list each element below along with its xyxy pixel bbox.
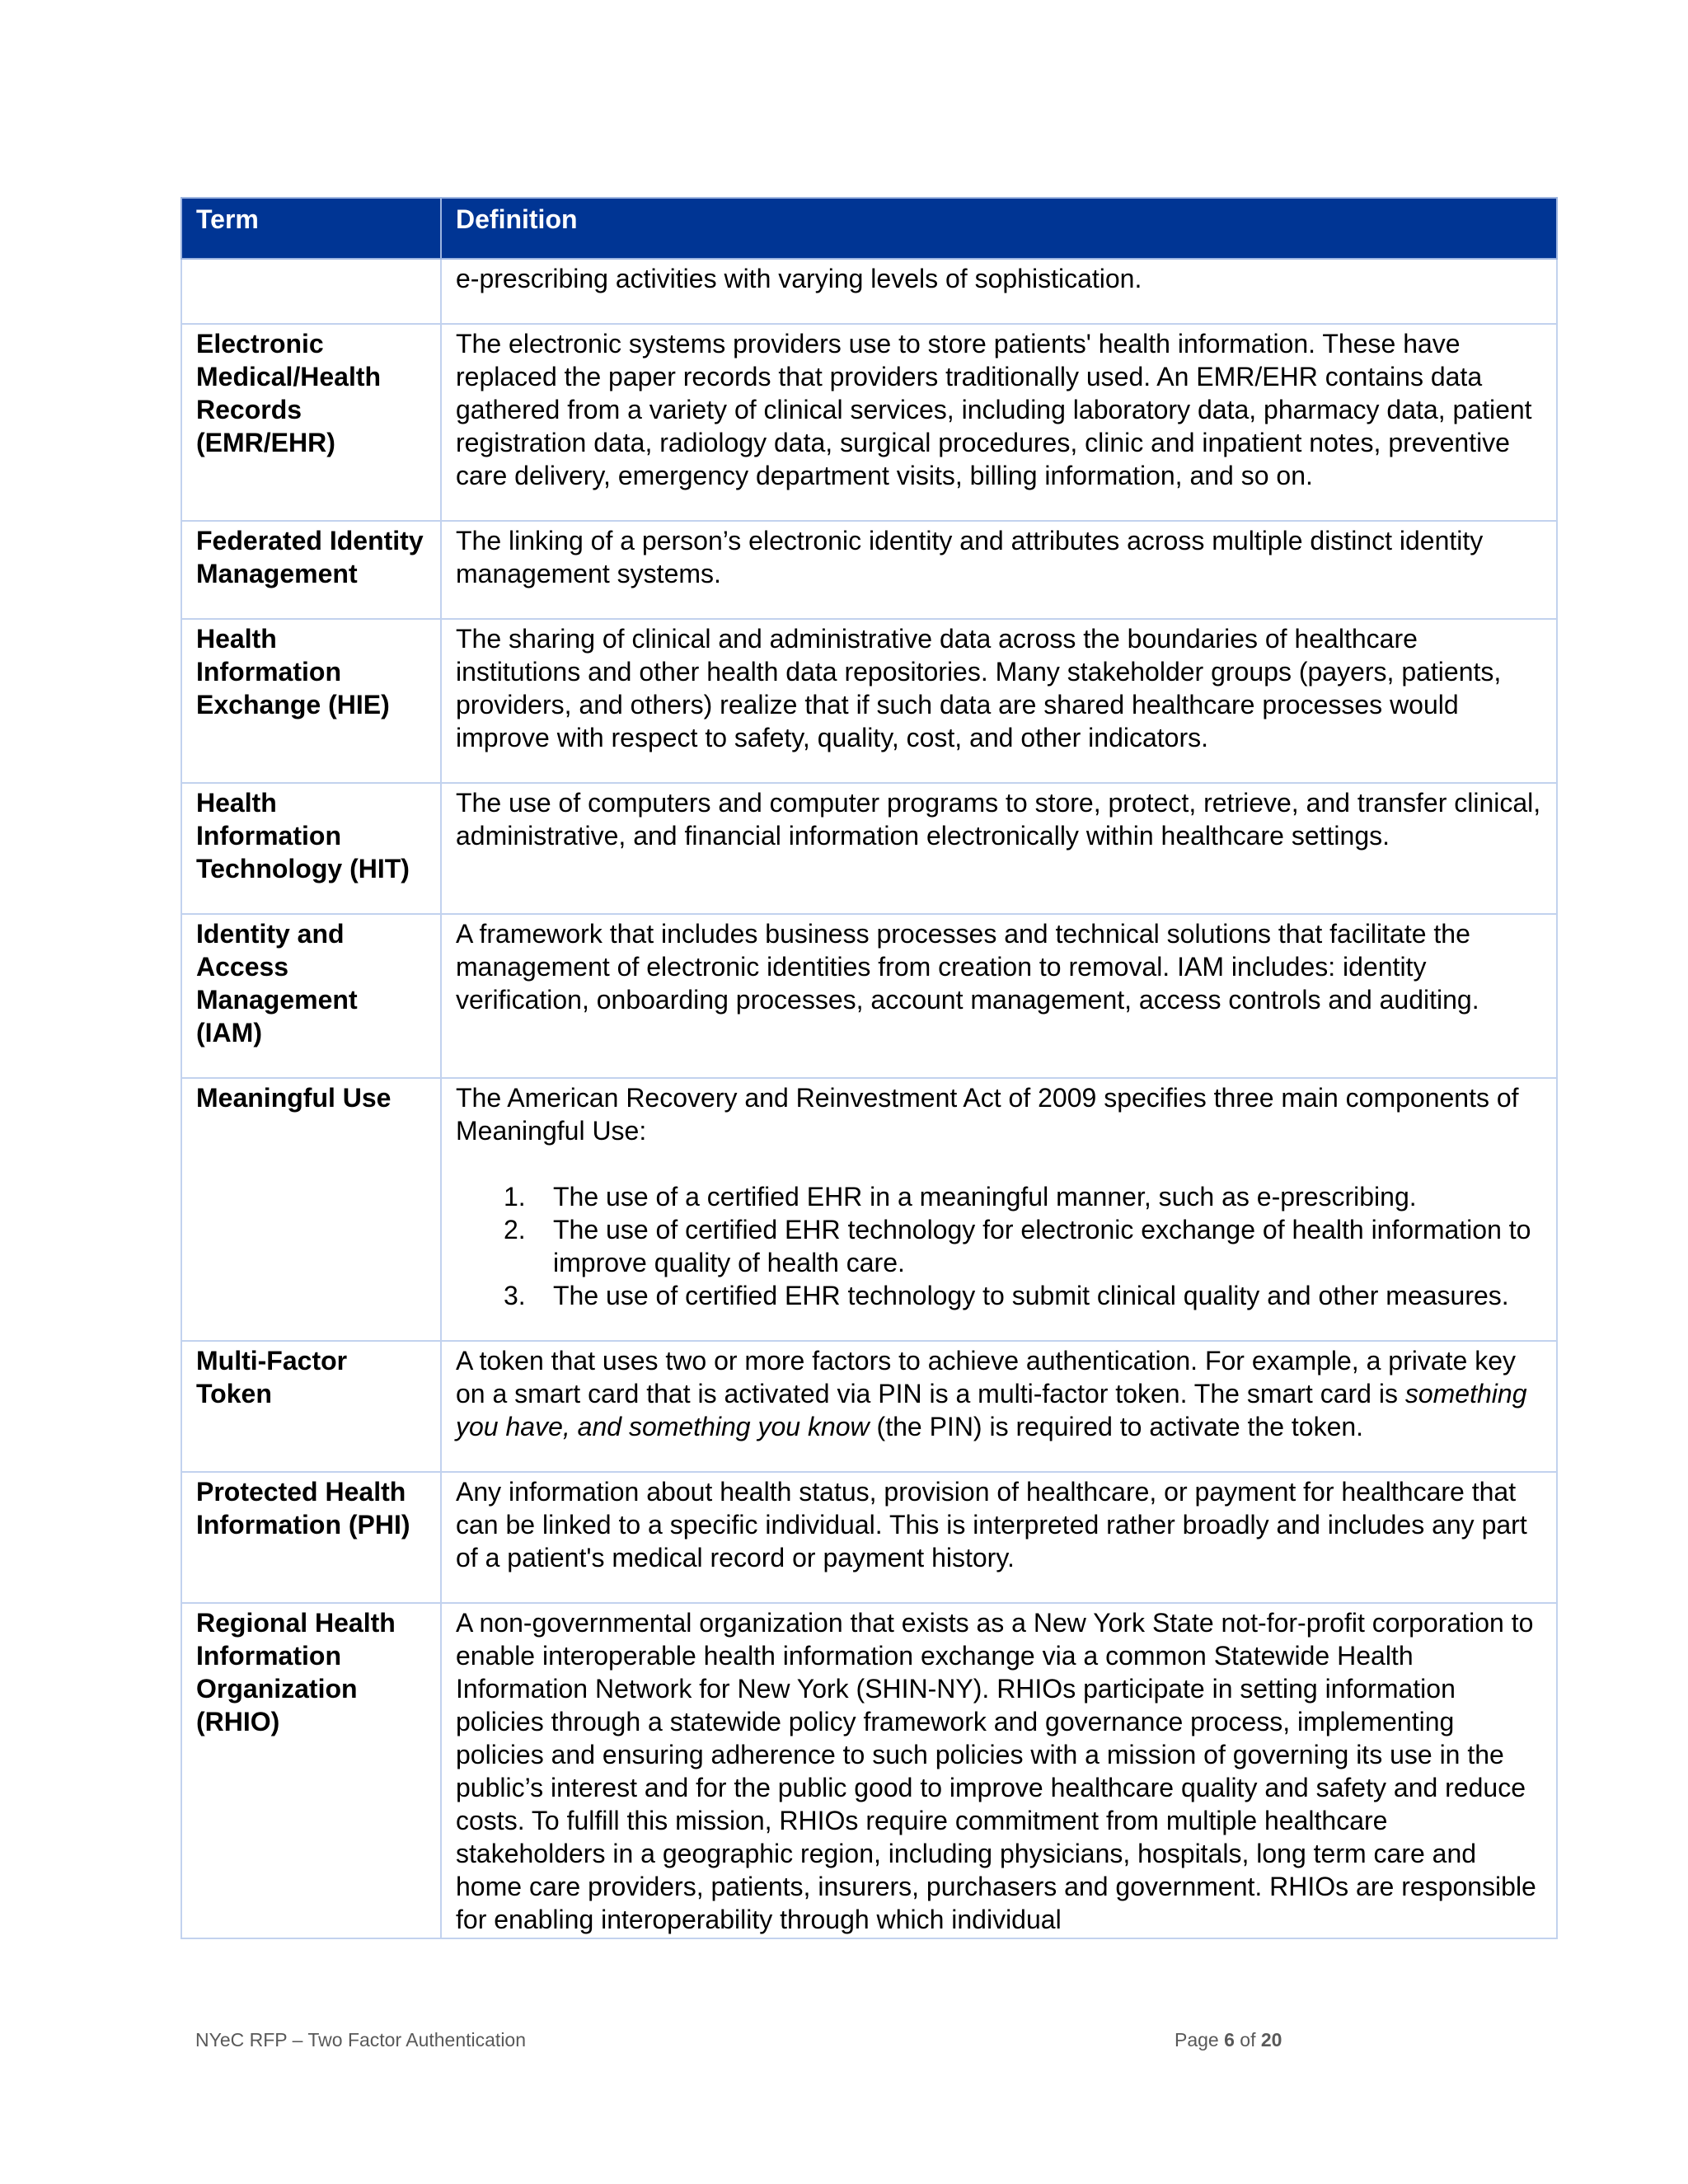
term-cell: Federated Identity Management bbox=[181, 521, 441, 619]
definition-cell bbox=[441, 1078, 1557, 1341]
list-item: The use of certified EHR technology to submit clinical quality and other measures. bbox=[553, 1281, 1509, 1310]
table-row bbox=[181, 914, 1557, 1078]
table-row bbox=[181, 783, 1557, 914]
term-cell: Electronic Medical/Health Records (EMR/EHR) bbox=[181, 324, 441, 521]
definition-cell: The sharing of clinical and administrative data across the boundaries of healthcare institutions and other health data repositories. Many stakeholder groups (payers, patients, providers, and others) realize that if such data are shared healthcare processes would improve with respect to safety, quality, cost, and other indicators. bbox=[441, 619, 1557, 783]
meaningful-use-components-list bbox=[456, 1180, 1542, 1312]
term-column-header: Term bbox=[181, 198, 441, 259]
term-cell: Protected Health Information (PHI) bbox=[181, 1472, 441, 1603]
table-header-row bbox=[181, 198, 1557, 259]
definition-cell: The electronic systems providers use to store patients' health information. These have replaced the paper records that providers traditionally used. An EMR/EHR contains data gathered from a variety of clinical services, including laboratory data, pharmacy data, patient registration data, radiology data, surgical procedures, clinic and inpatient notes, preventive care delivery, emergency department visits, billing information, and so on. bbox=[441, 324, 1557, 521]
list-item: The use of certified EHR technology for electronic exchange of health information to improve quality of health care. bbox=[553, 1215, 1531, 1277]
definition-cell: e-prescribing activities with varying levels of sophistication. bbox=[441, 259, 1557, 324]
table-row bbox=[181, 521, 1557, 619]
term-cell: Identity and Access Management (IAM) bbox=[181, 914, 441, 1078]
definition-text: (the PIN) is required to activate the token. bbox=[869, 1412, 1364, 1441]
glossary-table bbox=[181, 197, 1558, 1939]
definition-text: A token that uses two or more factors to achieve authentication. For example, a private key on a smart card that is activated via PIN is a multi-factor token. The smart card is bbox=[456, 1346, 1516, 1408]
page-current: 6 bbox=[1224, 2029, 1235, 2050]
table-row bbox=[181, 619, 1557, 783]
definition-intro: The American Recovery and Reinvestment Act of 2009 specifies three main components of Meaningful Use: bbox=[456, 1083, 1519, 1146]
footer-page-number bbox=[1175, 2029, 1282, 2051]
definition-cell: Any information about health status, provision of healthcare, or payment for healthcare that can be linked to a specific individual. This is interpreted rather broadly and includes any part of a patient's medical record or payment history. bbox=[441, 1472, 1557, 1603]
definition-cell: The linking of a person’s electronic identity and attributes across multiple distinct identity management systems. bbox=[441, 521, 1557, 619]
page-of: of bbox=[1240, 2029, 1256, 2050]
definition-cell: The use of computers and computer programs to store, protect, retrieve, and transfer clinical, administrative, and financial information electronically within healthcare settings. bbox=[441, 783, 1557, 914]
list-item: The use of a certified EHR in a meaningful manner, such as e-prescribing. bbox=[553, 1182, 1417, 1212]
footer-document-title: NYeC RFP – Two Factor Authentication bbox=[195, 2029, 527, 2050]
page-label: Page bbox=[1175, 2029, 1219, 2050]
definition-cell bbox=[441, 1341, 1557, 1472]
definition-emphasis: something you have, and something you know bbox=[456, 1379, 1527, 1441]
term-cell bbox=[181, 259, 441, 324]
table-row bbox=[181, 1078, 1557, 1341]
table-row bbox=[181, 324, 1557, 521]
term-cell: Meaningful Use bbox=[181, 1078, 441, 1341]
term-cell: Regional Health Information Organization (RHIO) bbox=[181, 1603, 441, 1938]
term-cell: Health Information Exchange (HIE) bbox=[181, 619, 441, 783]
definition-cell: A framework that includes business processes and technical solutions that facilitate the management of electronic identities from creation to removal. IAM includes: identity verification, onboarding processes, account management, access controls and auditing. bbox=[441, 914, 1557, 1078]
definition-column-header: Definition bbox=[441, 198, 1557, 259]
page-total: 20 bbox=[1260, 2029, 1282, 2050]
table-row bbox=[181, 1603, 1557, 1938]
table-row bbox=[181, 259, 1557, 324]
table-row bbox=[181, 1472, 1557, 1603]
definition-cell: A non-governmental organization that exists as a New York State not-for-profit corporation to enable interoperable health information exchange via a common Statewide Health Information Network for New York (SHIN-NY). RHIOs participate in setting information policies through a statewide policy framework and governance process, implementing policies and ensuring adherence to such policies with a mission of governing its use in the public’s interest and for the public good to improve healthcare quality and safety and reduce costs. To fulfill this mission, RHIOs require commitment from multiple healthcare stakeholders in a geographic region, including physicians, hospitals, long term care and home care providers, patients, insurers, purchasers and government. RHIOs are responsible for enabling interoperability through which individual bbox=[441, 1603, 1557, 1938]
term-cell: Health Information Technology (HIT) bbox=[181, 783, 441, 914]
table-row bbox=[181, 1341, 1557, 1472]
term-cell: Multi-Factor Token bbox=[181, 1341, 441, 1472]
